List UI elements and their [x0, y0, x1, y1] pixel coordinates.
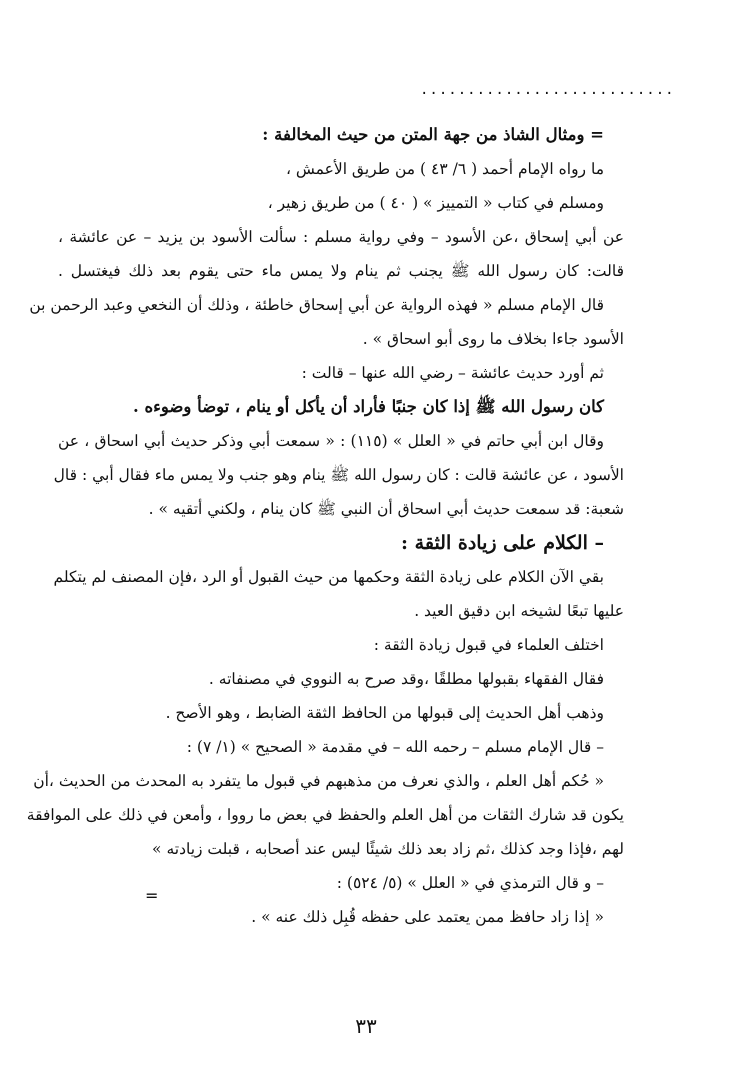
text-line: ثم أورد حديث عائشة – رضي الله عنها – قالت : — [301, 364, 604, 382]
text-line: ومسلم في كتاب « التمييز » ( ٤٠ ) من طريق زهير ، — [267, 194, 604, 212]
section-heading: – الكلام على زيادة الثقة : — [401, 532, 604, 554]
text-line: « إذا زاد حافظ ممن يعتمد على حفظه قُبِل ذلك عنه » . — [251, 908, 604, 926]
text-line: ما رواه الإمام أحمد ( ٦/ ٤٣ ) من طريق الأعمش ، — [285, 160, 604, 178]
text-line: قالت: كان رسول الله ﷺ يجنب ثم ينام ولا يمس ماء حتى يقوم بعد ذلك فيغتسل . — [58, 262, 624, 280]
text-line: قال الإمام مسلم « فهذه الرواية عن أبي إسحاق خاطئة ، وذلك أن النخعي وعبد الرحمن بن — [29, 296, 604, 314]
text-line: وقال ابن أبي حاتم في « العلل » (١١٥) : « سمعت أبي وذكر حديث أبي اسحاق ، عن — [58, 432, 604, 450]
text-line: – قال الإمام مسلم – رحمه الله – في مقدمة « الصحيح » (١/ ٧) : — [186, 738, 604, 756]
continuation-mark: = — [145, 886, 159, 905]
text-line: وذهب أهل الحديث إلى قبولها من الحافظ الثقة الضابط ، وهو الأصح . — [165, 704, 604, 722]
text-line: الأسود ، عن عائشة قالت : كان رسول الله ﷺ ينام وهو جنب ولا يمس ماء فقال أبي : قال — [53, 466, 624, 484]
text-line: يكون قد شارك الثقات من أهل العلم والحفظ في بعض ما رووا ، وأمعن في ذلك على الموافقة — [26, 806, 624, 824]
text-line: لهم ،فإذا وجد كذلك ،ثم زاد بعد ذلك شيئًا ليس عند أصحابه ، قبلت زيادته » — [152, 840, 624, 858]
text-line: « حُكم أهل العلم ، والذي نعرف من مذهبهم في قبول ما يتفرد به المحدث من الحديث ،أن — [33, 772, 604, 790]
text-line: – و قال الترمذي في « العلل » (٥/ ٥٢٤) : — [336, 874, 604, 892]
page-body-text — [26, 118, 624, 934]
text-line: فقال الفقهاء بقبولها مطلقًا ،وقد صرح به النووي في مصنفاته . — [208, 670, 604, 688]
text-line: الأسود جاءا بخلاف ما روى أبو اسحاق » . — [362, 330, 624, 348]
text-line: شعبة: قد سمعت حديث أبي اسحاق أن النبي ﷺ كان ينام ، ولكني أتقيه » . — [148, 500, 624, 518]
text-line: عليها تبعًا لشيخه ابن دقيق العيد . — [414, 602, 624, 620]
text-line: عن أبي إسحاق ،عن الأسود – وفي رواية مسلم : سألت الأسود بن يزيد – عن عائشة ، — [58, 228, 624, 246]
text-line: اختلف العلماء في قبول زيادة الثقة : — [373, 636, 604, 654]
header-dotted-rule: ........................... — [420, 82, 675, 98]
text-line: = ومثال الشاذ من جهة المتن من حيث المخالفة : — [262, 125, 604, 144]
text-line: كان رسول الله ﷺ إذا كان جنبًا فأراد أن يأكل أو ينام ، توضأ وضوءه . — [132, 397, 604, 416]
page-number: ٣٣ — [355, 1014, 377, 1038]
text-line: بقي الآن الكلام على زيادة الثقة وحكمها من حيث القبول أو الرد ،فإن المصنف لم يتكلم — [53, 568, 604, 586]
